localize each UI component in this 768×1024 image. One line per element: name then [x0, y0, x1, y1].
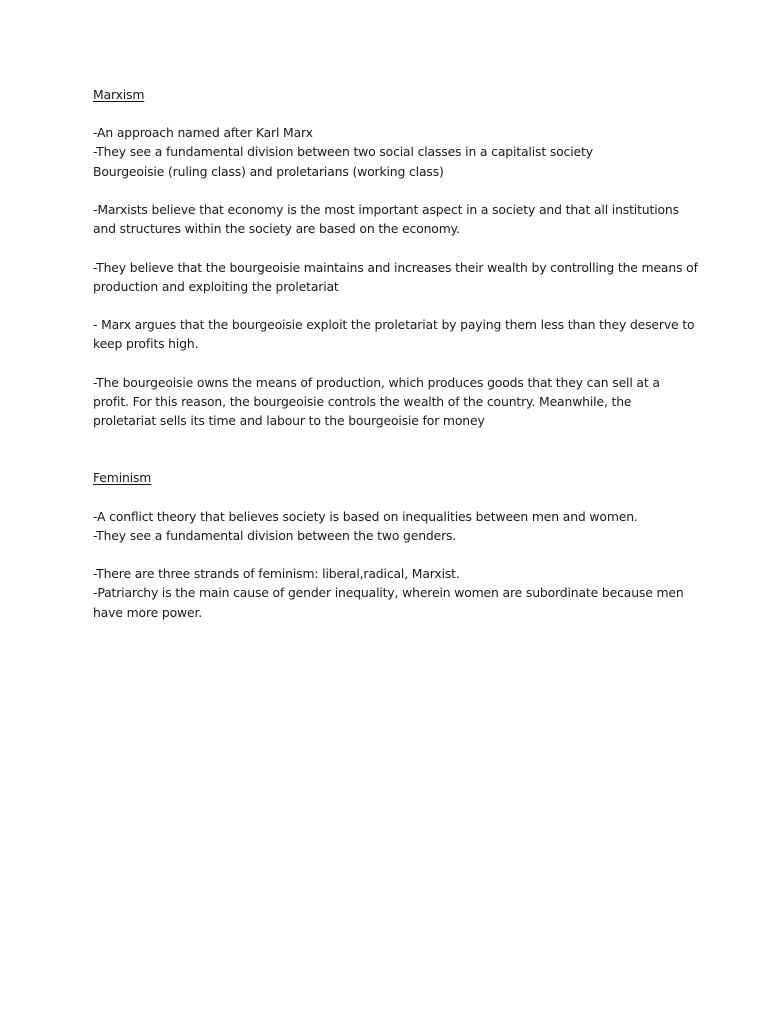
marxism-line: -They see a fundamental division between two social classes in a capitalist society: [93, 144, 593, 160]
feminism-line: -They see a fundamental division between the two genders.: [93, 527, 457, 543]
spacer: [93, 430, 683, 468]
feminism-line: -A conflict theory that believes society is based on inequalities between men and women.: [93, 508, 638, 524]
spacer: [93, 296, 683, 315]
heading-marxism: Marxism: [93, 87, 145, 102]
spacer: [93, 104, 683, 123]
marxism-line: Bourgeoisie (ruling class) and proletarians (working class): [93, 163, 444, 179]
marxism-line: production and exploiting the proletariat: [93, 278, 339, 294]
marxism-line: -An approach named after Karl Marx: [93, 125, 313, 141]
spacer: [93, 181, 683, 200]
feminism-line: -Patriarchy is the main cause of gender inequality, wherein women are subordinate because men: [93, 585, 684, 601]
spacer: [93, 354, 683, 373]
feminism-line: have more power.: [93, 604, 203, 620]
spacer: [93, 545, 683, 564]
marxism-line: proletariat sells its time and labour to the bourgeoisie for money: [93, 413, 485, 429]
marxism-line: - Marx argues that the bourgeoisie exploit the proletariat by paying them less than they deserve to: [93, 317, 695, 333]
marxism-line: and structures within the society are based on the economy.: [93, 221, 460, 237]
marxism-line: -The bourgeoisie owns the means of production, which produces goods that they can sell at a: [93, 374, 660, 390]
marxism-line: -Marxists believe that economy is the most important aspect in a society and that all institutions: [93, 201, 679, 217]
document-body: [93, 85, 698, 622]
heading-feminism: Feminism: [93, 470, 152, 486]
marxism-line: keep profits high.: [93, 336, 199, 352]
spacer: [93, 238, 683, 257]
marxism-line: profit. For this reason, the bourgeoisie controls the wealth of the country. Meanwhile, the: [93, 393, 632, 409]
spacer: [93, 487, 683, 506]
feminism-line: -There are three strands of feminism: liberal,radical, Marxist.: [93, 566, 460, 582]
marxism-line: -They believe that the bourgeoisie maintains and increases their wealth by controlling the means of: [93, 259, 698, 275]
